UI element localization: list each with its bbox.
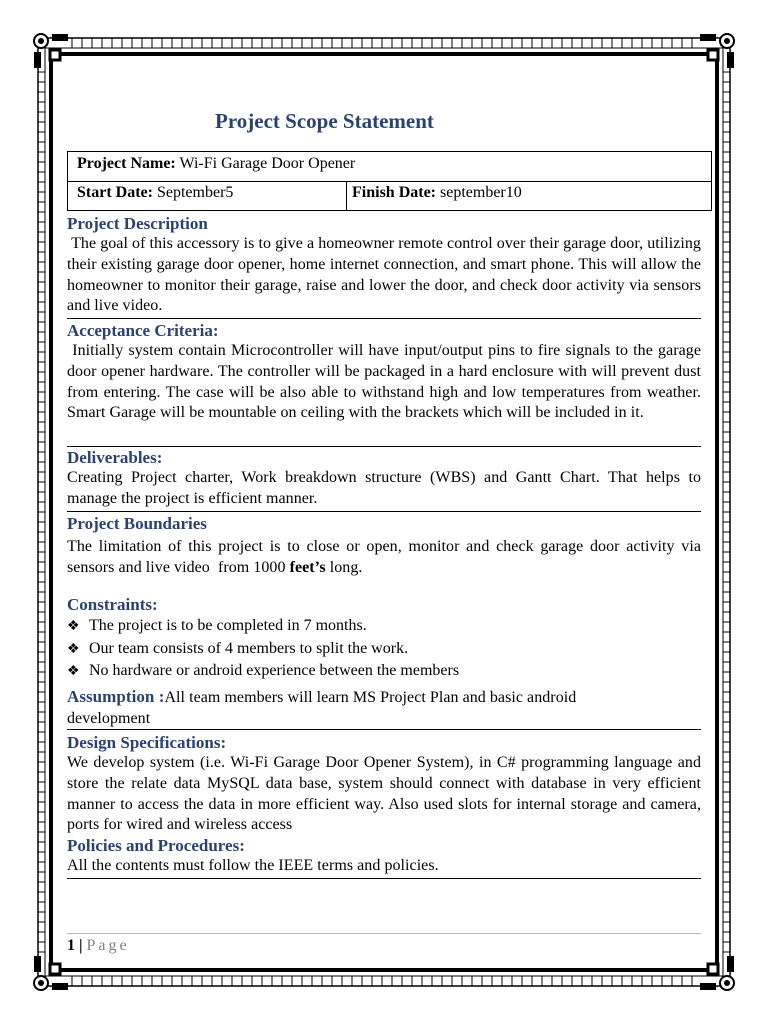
section-divider [67,729,701,730]
constraints-heading: Constraints: [67,595,158,614]
deliverables-section [67,448,701,510]
assumption-text: All team members will learn MS Project Plan and basic android development [67,689,577,727]
start-date-label: Start Date: [77,184,153,201]
assumption-section [67,686,627,729]
boundaries-text-bold: feet’s [289,558,326,576]
constraint-item [67,660,701,683]
constraint-text: Our team consists of 4 members to split the work. [89,639,409,657]
design-heading: Design Specifications: [67,733,227,752]
section-divider [67,878,701,879]
section-divider [67,318,701,319]
assumption-paragraph [67,686,627,729]
description-heading: Project Description [67,214,208,233]
constraints-section [67,595,701,683]
page-separator: | [75,937,87,954]
diamond-bullet-icon: ❖ [67,664,80,679]
project-name-value: Wi-Fi Garage Door Opener [179,155,356,172]
start-date-value: September5 [156,184,234,201]
description-section [67,214,706,317]
policies-text: All the contents must follow the IEEE terms and policies. [67,857,439,874]
policies-section [67,836,701,877]
dates-row [67,181,712,211]
section-divider [67,511,701,512]
boundaries-text-end: long. [325,558,363,576]
design-text: We develop system (i.e. Wi-Fi Garage Door Opener System), in C# programming language and store the relate data MySQL data base, system should connect with database in very efficient manner to access the data in more efficient way. Also used slots for internal storage and camera, ports for wired and wireless access [67,754,701,834]
diamond-bullet-icon: ❖ [67,619,80,634]
project-name-row [67,151,712,182]
acceptance-text: Initially system contain Microcontroller will have input/output pins to fire signals to the garage door opener hardware. The controller will be packaged in a hard enclosure with will prevent dust from entering. The case will be also able to withstand high and low temperatures from weather. Smart Garage will be mountable on ceiling with the brackets which will be included in it. [67,342,706,422]
assumption-heading: Assumption : [67,687,165,706]
acceptance-heading: Acceptance Criteria: [67,321,219,340]
boundaries-text [67,537,706,579]
acceptance-section [67,321,706,424]
constraint-text: No hardware or android experience between the members [89,662,460,679]
page-title: Project Scope Statement [215,109,434,133]
project-name-label: Project Name: [77,155,176,172]
finish-date-value: september10 [440,184,522,201]
page-footer [67,937,130,955]
constraint-item [67,615,701,638]
finish-date-cell [347,181,711,210]
constraint-text: The project is to be completed in 7 months. [89,617,367,634]
finish-date-label: Finish Date: [352,184,436,201]
boundaries-section [67,514,706,579]
section-divider [67,446,701,447]
policies-heading: Policies and Procedures: [67,836,245,855]
constraint-item [67,638,701,661]
page-word: Page [86,937,130,954]
diamond-bullet-icon: ❖ [67,641,80,657]
boundaries-text-main: The limitation of this project is to close or open, monitor and check garage door activity via sensors and live video from 1000 [67,538,706,576]
page-number: 1 [67,937,75,954]
design-section [67,733,701,836]
description-text: The goal of this accessory is to give a homeowner remote control over their garage door, utilizing their existing garage door opener, home internet connection, and smart phone. This will allow the homeowner to monitor their garage, raise and lower the door, and check door activity via sensors and live video. [67,235,706,315]
deliverables-text: Creating Project charter, Work breakdown structure (WBS) and Gantt Chart. That helps to manage the project is efficient manner. [67,469,701,507]
deliverables-heading: Deliverables: [67,448,163,467]
footer-rule [67,933,701,934]
start-date-cell [68,181,347,210]
boundaries-heading: Project Boundaries [67,514,207,533]
